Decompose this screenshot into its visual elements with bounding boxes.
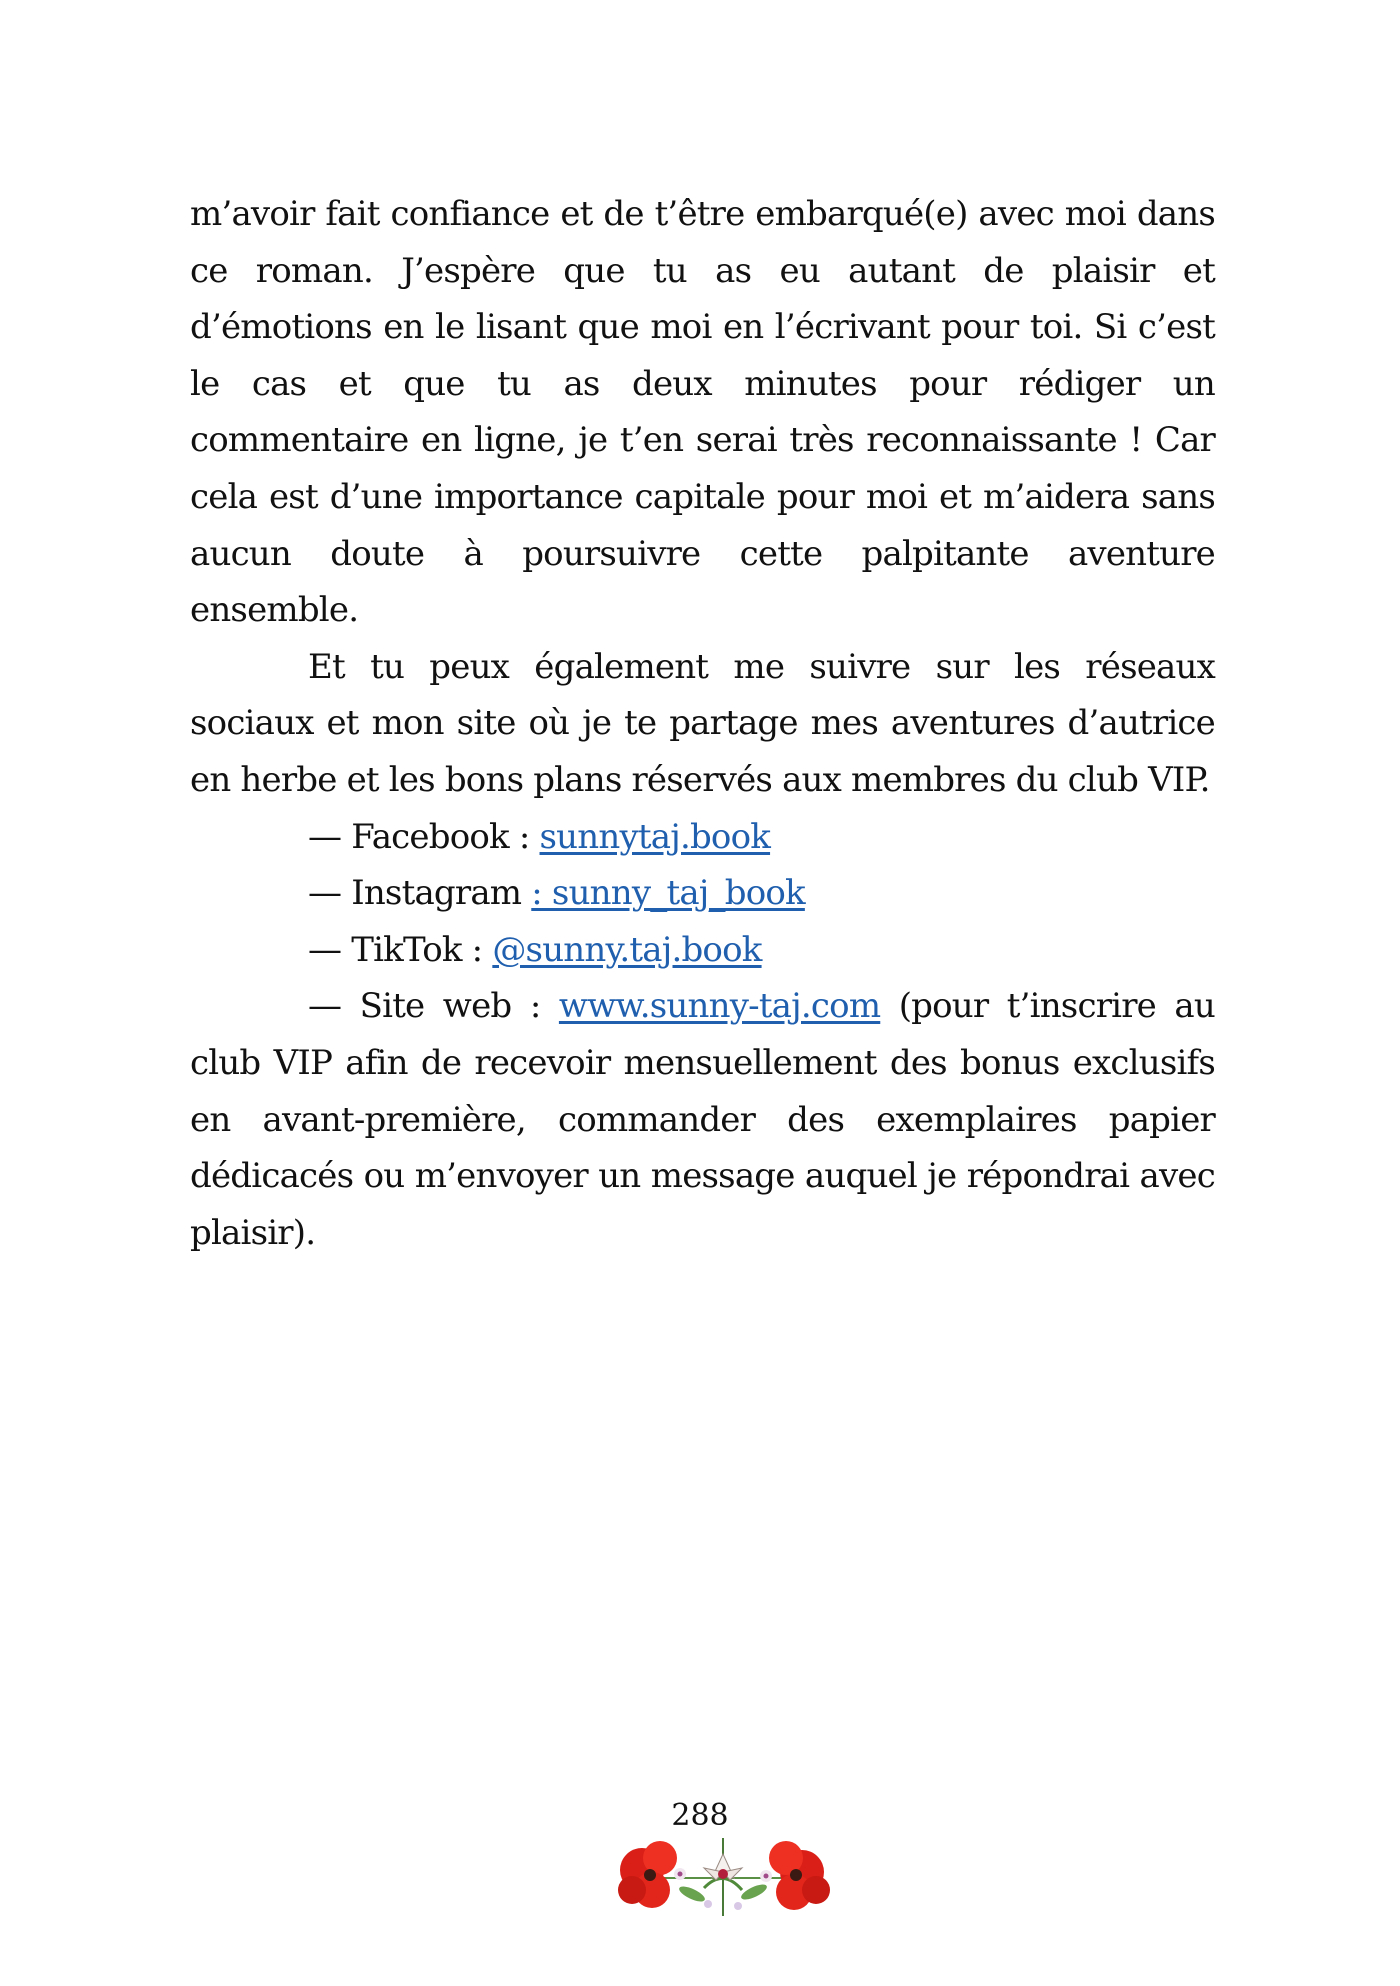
website-line bbox=[190, 978, 1215, 1261]
website-description: (pour t’inscrire au club VIP afin de recevoir mensuellement des bonus exclusifs en avant-première, commander des exemplaires papier dédicacés ou m’envoyer un message auquel je répondrai avec plaisir). bbox=[190, 986, 1215, 1253]
instagram-link[interactable]: : sunny_taj_book bbox=[531, 873, 805, 914]
page-number: 288 bbox=[671, 1798, 729, 1833]
website-label: — Site web : bbox=[308, 986, 559, 1027]
instagram-label: — Instagram bbox=[308, 873, 532, 914]
paragraph-follow: Et tu peux également me suivre sur les réseaux sociaux et mon site où je te partage mes aventures d’autrice en herbe et les bons plans réservés aux membres du club VIP. bbox=[190, 646, 1215, 800]
paragraph-thanks: m’avoir fait confiance et de t’être embarqué(e) avec moi dans ce roman. J’espère que tu as eu autant de plaisir et d’émotions en le lisant que moi en l’écrivant pour toi. Si c’est le cas et que tu as deux minutes pour rédiger un commentaire en ligne, je t’en serai très reconnaissante ! Car cela est d’une importance capitale pour moi et m’aidera sans aucun doute à poursuivre cette palpitante aventure ensemble. bbox=[190, 194, 1215, 631]
facebook-line bbox=[190, 809, 1215, 866]
facebook-link[interactable]: sunnytaj.book bbox=[539, 816, 771, 857]
tiktok-line bbox=[190, 922, 1215, 979]
poppy-flowers-icon bbox=[612, 1828, 834, 1924]
instagram-line bbox=[190, 865, 1215, 922]
facebook-label: — Facebook : bbox=[308, 816, 540, 857]
tiktok-link[interactable]: @sunny.taj.book bbox=[492, 929, 762, 970]
page-body bbox=[190, 186, 1215, 1261]
tiktok-label: — TikTok : bbox=[308, 929, 493, 970]
website-link[interactable]: www.sunny-taj.com bbox=[558, 986, 881, 1027]
